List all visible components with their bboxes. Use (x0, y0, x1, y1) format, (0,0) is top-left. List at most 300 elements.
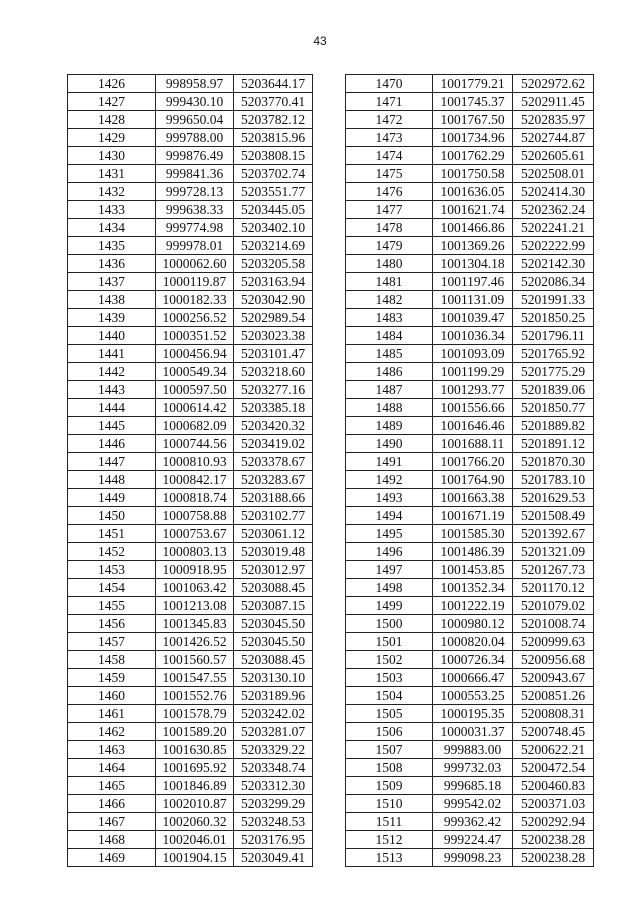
point-number-cell: 1485 (346, 345, 433, 363)
x-coordinate-cell: 1000758.88 (156, 507, 234, 525)
table-row (68, 525, 313, 543)
table-row (346, 561, 594, 579)
table-row (68, 759, 313, 777)
table-row (68, 687, 313, 705)
table-row (346, 291, 594, 309)
x-coordinate-cell: 1001199.29 (433, 363, 513, 381)
x-coordinate-cell: 1001197.46 (433, 273, 513, 291)
table-row (346, 579, 594, 597)
x-coordinate-cell: 999876.49 (156, 147, 234, 165)
table-row (346, 363, 594, 381)
table-row (346, 759, 594, 777)
x-coordinate-cell: 999728.13 (156, 183, 234, 201)
point-number-cell: 1510 (346, 795, 433, 813)
x-coordinate-cell: 1001063.42 (156, 579, 234, 597)
x-coordinate-cell: 1000351.52 (156, 327, 234, 345)
y-coordinate-cell: 5200851.26 (513, 687, 594, 705)
x-coordinate-cell: 1001636.05 (433, 183, 513, 201)
point-number-cell: 1471 (346, 93, 433, 111)
point-number-cell: 1508 (346, 759, 433, 777)
point-number-cell: 1483 (346, 309, 433, 327)
table-row (346, 93, 594, 111)
point-number-cell: 1465 (68, 777, 156, 795)
point-number-cell: 1446 (68, 435, 156, 453)
table-row (346, 345, 594, 363)
point-number-cell: 1449 (68, 489, 156, 507)
y-coordinate-cell: 5203176.95 (234, 831, 313, 849)
table-row (68, 597, 313, 615)
x-coordinate-cell: 1000744.56 (156, 435, 234, 453)
x-coordinate-cell: 1001352.34 (433, 579, 513, 597)
point-number-cell: 1498 (346, 579, 433, 597)
point-number-cell: 1479 (346, 237, 433, 255)
table-row (68, 849, 313, 867)
y-coordinate-cell: 5203419.02 (234, 435, 313, 453)
table-row (346, 417, 594, 435)
point-number-cell: 1493 (346, 489, 433, 507)
y-coordinate-cell: 5203214.69 (234, 237, 313, 255)
y-coordinate-cell: 5201891.12 (513, 435, 594, 453)
table-row (68, 471, 313, 489)
table-row (346, 831, 594, 849)
x-coordinate-cell: 1000753.67 (156, 525, 234, 543)
x-coordinate-cell: 1001093.09 (433, 345, 513, 363)
table-row (68, 633, 313, 651)
table-row (346, 813, 594, 831)
table-row (68, 183, 313, 201)
x-coordinate-cell: 1001745.37 (433, 93, 513, 111)
x-coordinate-cell: 1001695.92 (156, 759, 234, 777)
point-number-cell: 1507 (346, 741, 433, 759)
table-row (346, 219, 594, 237)
y-coordinate-cell: 5200956.68 (513, 651, 594, 669)
point-number-cell: 1427 (68, 93, 156, 111)
y-coordinate-cell: 5200292.94 (513, 813, 594, 831)
point-number-cell: 1505 (346, 705, 433, 723)
x-coordinate-cell: 1001560.57 (156, 651, 234, 669)
table-row (68, 651, 313, 669)
y-coordinate-cell: 5203312.30 (234, 777, 313, 795)
point-number-cell: 1478 (346, 219, 433, 237)
point-number-cell: 1442 (68, 363, 156, 381)
table-row (346, 129, 594, 147)
y-coordinate-cell: 5201765.92 (513, 345, 594, 363)
x-coordinate-cell: 1001466.86 (433, 219, 513, 237)
table-row (346, 777, 594, 795)
point-number-cell: 1511 (346, 813, 433, 831)
point-number-cell: 1487 (346, 381, 433, 399)
x-coordinate-cell: 1001734.96 (433, 129, 513, 147)
point-number-cell: 1444 (68, 399, 156, 417)
y-coordinate-cell: 5201796.11 (513, 327, 594, 345)
point-number-cell: 1435 (68, 237, 156, 255)
table-row (346, 273, 594, 291)
x-coordinate-cell: 1000726.34 (433, 651, 513, 669)
y-coordinate-cell: 5200238.28 (513, 849, 594, 867)
point-number-cell: 1450 (68, 507, 156, 525)
table-row (68, 705, 313, 723)
table-row (68, 543, 313, 561)
y-coordinate-cell: 5201850.77 (513, 399, 594, 417)
y-coordinate-cell: 5203088.45 (234, 579, 313, 597)
coordinates-table-left (67, 74, 313, 867)
y-coordinate-cell: 5201889.82 (513, 417, 594, 435)
x-coordinate-cell: 1000842.17 (156, 471, 234, 489)
point-number-cell: 1468 (68, 831, 156, 849)
y-coordinate-cell: 5201783.10 (513, 471, 594, 489)
table-row (68, 309, 313, 327)
table-row (346, 237, 594, 255)
table-row (346, 741, 594, 759)
y-coordinate-cell: 5201267.73 (513, 561, 594, 579)
y-coordinate-cell: 5203782.12 (234, 111, 313, 129)
x-coordinate-cell: 1001578.79 (156, 705, 234, 723)
y-coordinate-cell: 5203420.32 (234, 417, 313, 435)
x-coordinate-cell: 1001589.20 (156, 723, 234, 741)
x-coordinate-cell: 1000820.04 (433, 633, 513, 651)
x-coordinate-cell: 1001621.74 (433, 201, 513, 219)
table-row (68, 255, 313, 273)
table-row (346, 795, 594, 813)
x-coordinate-cell: 999362.42 (433, 813, 513, 831)
point-number-cell: 1497 (346, 561, 433, 579)
x-coordinate-cell: 1001762.29 (433, 147, 513, 165)
point-number-cell: 1448 (68, 471, 156, 489)
table-row (68, 147, 313, 165)
x-coordinate-cell: 1001585.30 (433, 525, 513, 543)
y-coordinate-cell: 5202835.97 (513, 111, 594, 129)
point-number-cell: 1451 (68, 525, 156, 543)
point-number-cell: 1433 (68, 201, 156, 219)
x-coordinate-cell: 1002010.87 (156, 795, 234, 813)
table-row (346, 849, 594, 867)
y-coordinate-cell: 5200622.21 (513, 741, 594, 759)
x-coordinate-cell: 999430.10 (156, 93, 234, 111)
x-coordinate-cell: 1001904.15 (156, 849, 234, 867)
point-number-cell: 1480 (346, 255, 433, 273)
y-coordinate-cell: 5203281.07 (234, 723, 313, 741)
table-row (68, 669, 313, 687)
y-coordinate-cell: 5202222.99 (513, 237, 594, 255)
x-coordinate-cell: 1001750.58 (433, 165, 513, 183)
y-coordinate-cell: 5203049.41 (234, 849, 313, 867)
table-row (346, 147, 594, 165)
x-coordinate-cell: 1001426.52 (156, 633, 234, 651)
point-number-cell: 1459 (68, 669, 156, 687)
x-coordinate-cell: 1001552.76 (156, 687, 234, 705)
table-row (68, 111, 313, 129)
x-coordinate-cell: 1002060.32 (156, 813, 234, 831)
point-number-cell: 1441 (68, 345, 156, 363)
x-coordinate-cell: 1000980.12 (433, 615, 513, 633)
table-row (346, 525, 594, 543)
point-number-cell: 1512 (346, 831, 433, 849)
y-coordinate-cell: 5202605.61 (513, 147, 594, 165)
table-row (346, 201, 594, 219)
x-coordinate-cell: 999650.04 (156, 111, 234, 129)
x-coordinate-cell: 1000597.50 (156, 381, 234, 399)
x-coordinate-cell: 1000256.52 (156, 309, 234, 327)
table-row (346, 435, 594, 453)
table-row (68, 165, 313, 183)
table-row (346, 669, 594, 687)
point-number-cell: 1503 (346, 669, 433, 687)
table-row (68, 75, 313, 93)
x-coordinate-cell: 998958.97 (156, 75, 234, 93)
point-number-cell: 1472 (346, 111, 433, 129)
y-coordinate-cell: 5202241.21 (513, 219, 594, 237)
x-coordinate-cell: 1002046.01 (156, 831, 234, 849)
table-row (346, 507, 594, 525)
y-coordinate-cell: 5201321.09 (513, 543, 594, 561)
y-coordinate-cell: 5201508.49 (513, 507, 594, 525)
table-row (68, 507, 313, 525)
y-coordinate-cell: 5203378.67 (234, 453, 313, 471)
y-coordinate-cell: 5200371.03 (513, 795, 594, 813)
table-row (68, 399, 313, 417)
point-number-cell: 1500 (346, 615, 433, 633)
table-row (346, 255, 594, 273)
table-row (68, 579, 313, 597)
table-row (68, 795, 313, 813)
x-coordinate-cell: 1000614.42 (156, 399, 234, 417)
x-coordinate-cell: 999685.18 (433, 777, 513, 795)
y-coordinate-cell: 5203808.15 (234, 147, 313, 165)
y-coordinate-cell: 5203023.38 (234, 327, 313, 345)
table-row (68, 219, 313, 237)
point-number-cell: 1492 (346, 471, 433, 489)
y-coordinate-cell: 5201170.12 (513, 579, 594, 597)
y-coordinate-cell: 5203329.22 (234, 741, 313, 759)
point-number-cell: 1454 (68, 579, 156, 597)
table-row (346, 453, 594, 471)
y-coordinate-cell: 5203348.74 (234, 759, 313, 777)
point-number-cell: 1476 (346, 183, 433, 201)
x-coordinate-cell: 1001767.50 (433, 111, 513, 129)
point-number-cell: 1504 (346, 687, 433, 705)
point-number-cell: 1452 (68, 543, 156, 561)
point-number-cell: 1463 (68, 741, 156, 759)
point-number-cell: 1477 (346, 201, 433, 219)
x-coordinate-cell: 1001036.34 (433, 327, 513, 345)
y-coordinate-cell: 5203445.05 (234, 201, 313, 219)
point-number-cell: 1502 (346, 651, 433, 669)
table-row (346, 183, 594, 201)
table-row (68, 453, 313, 471)
table-row (346, 651, 594, 669)
y-coordinate-cell: 5201991.33 (513, 291, 594, 309)
point-number-cell: 1440 (68, 327, 156, 345)
table-row (346, 543, 594, 561)
x-coordinate-cell: 1001547.55 (156, 669, 234, 687)
x-coordinate-cell: 1001369.26 (433, 237, 513, 255)
table-row (346, 165, 594, 183)
point-number-cell: 1475 (346, 165, 433, 183)
point-number-cell: 1432 (68, 183, 156, 201)
x-coordinate-cell: 999098.23 (433, 849, 513, 867)
y-coordinate-cell: 5203042.90 (234, 291, 313, 309)
table-row (346, 705, 594, 723)
point-number-cell: 1484 (346, 327, 433, 345)
table-row (68, 237, 313, 255)
x-coordinate-cell: 1000810.93 (156, 453, 234, 471)
table-row (346, 381, 594, 399)
point-number-cell: 1496 (346, 543, 433, 561)
point-number-cell: 1488 (346, 399, 433, 417)
y-coordinate-cell: 5203163.94 (234, 273, 313, 291)
x-coordinate-cell: 999732.03 (433, 759, 513, 777)
point-number-cell: 1491 (346, 453, 433, 471)
point-number-cell: 1438 (68, 291, 156, 309)
x-coordinate-cell: 1001766.20 (433, 453, 513, 471)
point-number-cell: 1506 (346, 723, 433, 741)
y-coordinate-cell: 5201079.02 (513, 597, 594, 615)
y-coordinate-cell: 5203045.50 (234, 615, 313, 633)
table-row (346, 615, 594, 633)
y-coordinate-cell: 5203019.48 (234, 543, 313, 561)
table-row (346, 633, 594, 651)
y-coordinate-cell: 5202508.01 (513, 165, 594, 183)
x-coordinate-cell: 1000918.95 (156, 561, 234, 579)
point-number-cell: 1469 (68, 849, 156, 867)
table-row (68, 489, 313, 507)
y-coordinate-cell: 5203087.15 (234, 597, 313, 615)
point-number-cell: 1499 (346, 597, 433, 615)
x-coordinate-cell: 1001846.89 (156, 777, 234, 795)
x-coordinate-cell: 999841.36 (156, 165, 234, 183)
y-coordinate-cell: 5200999.63 (513, 633, 594, 651)
x-coordinate-cell: 999224.47 (433, 831, 513, 849)
y-coordinate-cell: 5201839.06 (513, 381, 594, 399)
point-number-cell: 1429 (68, 129, 156, 147)
table-row (68, 381, 313, 399)
x-coordinate-cell: 1001663.38 (433, 489, 513, 507)
table-row (346, 687, 594, 705)
table-row (68, 201, 313, 219)
x-coordinate-cell: 1001222.19 (433, 597, 513, 615)
point-number-cell: 1437 (68, 273, 156, 291)
y-coordinate-cell: 5201629.53 (513, 489, 594, 507)
y-coordinate-cell: 5200748.45 (513, 723, 594, 741)
table-row (68, 561, 313, 579)
y-coordinate-cell: 5203189.96 (234, 687, 313, 705)
point-number-cell: 1473 (346, 129, 433, 147)
x-coordinate-cell: 999638.33 (156, 201, 234, 219)
y-coordinate-cell: 5200943.67 (513, 669, 594, 687)
table-row (346, 489, 594, 507)
x-coordinate-cell: 1001453.85 (433, 561, 513, 579)
table-row (346, 309, 594, 327)
x-coordinate-cell: 1001630.85 (156, 741, 234, 759)
y-coordinate-cell: 5200238.28 (513, 831, 594, 849)
table-row (346, 75, 594, 93)
y-coordinate-cell: 5203702.74 (234, 165, 313, 183)
x-coordinate-cell: 1001304.18 (433, 255, 513, 273)
y-coordinate-cell: 5203402.10 (234, 219, 313, 237)
x-coordinate-cell: 999788.00 (156, 129, 234, 147)
x-coordinate-cell: 1001213.08 (156, 597, 234, 615)
y-coordinate-cell: 5203088.45 (234, 651, 313, 669)
x-coordinate-cell: 1000682.09 (156, 417, 234, 435)
point-number-cell: 1434 (68, 219, 156, 237)
point-number-cell: 1464 (68, 759, 156, 777)
table-row (68, 273, 313, 291)
y-coordinate-cell: 5202744.87 (513, 129, 594, 147)
table-row (68, 129, 313, 147)
table-row (68, 93, 313, 111)
x-coordinate-cell: 1000195.35 (433, 705, 513, 723)
x-coordinate-cell: 1001764.90 (433, 471, 513, 489)
table-row (68, 831, 313, 849)
point-number-cell: 1467 (68, 813, 156, 831)
y-coordinate-cell: 5203188.66 (234, 489, 313, 507)
point-number-cell: 1474 (346, 147, 433, 165)
x-coordinate-cell: 999883.00 (433, 741, 513, 759)
point-number-cell: 1443 (68, 381, 156, 399)
x-coordinate-cell: 1001556.66 (433, 399, 513, 417)
table-row (68, 291, 313, 309)
y-coordinate-cell: 5203012.97 (234, 561, 313, 579)
y-coordinate-cell: 5202142.30 (513, 255, 594, 273)
y-coordinate-cell: 5203218.60 (234, 363, 313, 381)
point-number-cell: 1458 (68, 651, 156, 669)
point-number-cell: 1460 (68, 687, 156, 705)
point-number-cell: 1495 (346, 525, 433, 543)
table-row (68, 345, 313, 363)
x-coordinate-cell: 1000119.87 (156, 273, 234, 291)
point-number-cell: 1501 (346, 633, 433, 651)
table-row (346, 597, 594, 615)
x-coordinate-cell: 1001131.09 (433, 291, 513, 309)
x-coordinate-cell: 1001039.47 (433, 309, 513, 327)
y-coordinate-cell: 5203130.10 (234, 669, 313, 687)
point-number-cell: 1431 (68, 165, 156, 183)
y-coordinate-cell: 5203299.29 (234, 795, 313, 813)
x-coordinate-cell: 1000031.37 (433, 723, 513, 741)
x-coordinate-cell: 1000182.33 (156, 291, 234, 309)
page-number: 43 (313, 34, 327, 48)
table-row (68, 363, 313, 381)
y-coordinate-cell: 5202911.45 (513, 93, 594, 111)
y-coordinate-cell: 5201008.74 (513, 615, 594, 633)
y-coordinate-cell: 5200460.83 (513, 777, 594, 795)
y-coordinate-cell: 5202414.30 (513, 183, 594, 201)
x-coordinate-cell: 1001646.46 (433, 417, 513, 435)
table-row (346, 327, 594, 345)
x-coordinate-cell: 999978.01 (156, 237, 234, 255)
table-row (346, 723, 594, 741)
coordinates-table-right (345, 74, 594, 867)
x-coordinate-cell: 1000666.47 (433, 669, 513, 687)
point-number-cell: 1436 (68, 255, 156, 273)
y-coordinate-cell: 5203283.67 (234, 471, 313, 489)
y-coordinate-cell: 5202989.54 (234, 309, 313, 327)
x-coordinate-cell: 1001779.21 (433, 75, 513, 93)
point-number-cell: 1455 (68, 597, 156, 615)
y-coordinate-cell: 5203242.02 (234, 705, 313, 723)
point-number-cell: 1470 (346, 75, 433, 93)
table-row (68, 813, 313, 831)
y-coordinate-cell: 5201775.29 (513, 363, 594, 381)
x-coordinate-cell: 1000549.34 (156, 363, 234, 381)
point-number-cell: 1453 (68, 561, 156, 579)
y-coordinate-cell: 5202362.24 (513, 201, 594, 219)
point-number-cell: 1447 (68, 453, 156, 471)
y-coordinate-cell: 5202972.62 (513, 75, 594, 93)
table-row (68, 615, 313, 633)
x-coordinate-cell: 1001486.39 (433, 543, 513, 561)
y-coordinate-cell: 5201392.67 (513, 525, 594, 543)
